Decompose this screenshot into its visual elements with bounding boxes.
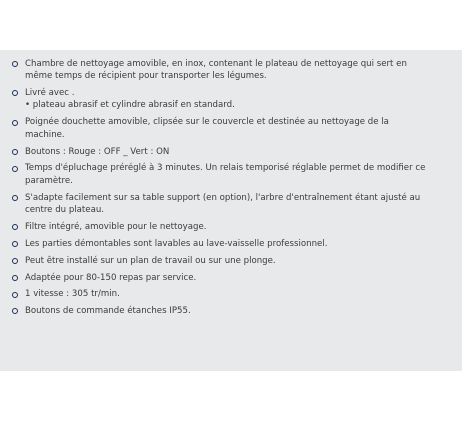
feature-text-line: Les parties démontables sont lavables au lave-vaisselle professionnel. [25, 238, 328, 249]
feature-text-line: centre du plateau. [25, 204, 105, 215]
bullet-icon [12, 224, 18, 230]
feature-text-line: Boutons de commande étanches IP55. [25, 306, 191, 317]
feature-item [12, 305, 450, 317]
bullet-icon [12, 241, 18, 247]
bullet-icon [12, 166, 18, 172]
feature-text [25, 87, 450, 112]
feature-text-line: Livré avec . [25, 88, 75, 99]
bullet-icon [12, 275, 18, 281]
feature-text [25, 58, 450, 83]
feature-text-line: Boutons : Rouge : OFF _ Vert : ON [25, 146, 170, 157]
feature-text-line: S'adapte facilement sur sa table support (en option), l'arbre d'entraînement étant ajusté au [25, 192, 421, 203]
feature-text-line: 1 vitesse : 305 tr/min. [25, 289, 120, 300]
feature-text [25, 255, 450, 267]
feature-item [12, 58, 450, 83]
features-list [0, 50, 462, 318]
feature-text [25, 146, 450, 158]
feature-item [12, 116, 450, 141]
feature-text [25, 162, 450, 187]
feature-text-line: Filtre intégré, amovible pour le nettoyage. [25, 221, 207, 232]
feature-text-line: • plateau abrasif et cylindre abrasif en standard. [25, 100, 235, 111]
feature-item [12, 87, 450, 112]
feature-item [12, 221, 450, 233]
feature-item [12, 162, 450, 187]
feature-text-line: Chambre de nettoyage amovible, en inox, contenant le plateau de nettoyage qui sert en [25, 59, 407, 69]
features-panel [0, 50, 462, 371]
feature-item [12, 238, 450, 250]
feature-text-line: Adaptée pour 80-150 repas par service. [25, 272, 197, 283]
feature-item [12, 146, 450, 158]
feature-text [25, 238, 450, 250]
bullet-icon [12, 120, 18, 126]
feature-text [25, 192, 450, 217]
feature-text [25, 305, 450, 317]
feature-text-line: même temps de récipient pour transporter les légumes. [25, 71, 267, 82]
feature-text [25, 272, 450, 284]
feature-item [12, 272, 450, 284]
feature-text [25, 221, 450, 233]
feature-text-line: Temps d'épluchage préréglé à 3 minutes. Un relais temporisé réglable permet de modifier ce [25, 163, 426, 174]
bullet-icon [12, 258, 18, 264]
feature-item [12, 288, 450, 300]
bullet-icon [12, 308, 18, 314]
bullet-icon [12, 149, 18, 155]
feature-text [25, 116, 450, 141]
feature-item [12, 192, 450, 217]
feature-text-line: Poignée douchette amovible, clipsée sur le couvercle et destinée au nettoyage de la [25, 117, 389, 128]
feature-text [25, 288, 450, 300]
bullet-icon [12, 292, 18, 298]
feature-text-line: machine. [25, 129, 65, 140]
bullet-icon [12, 90, 18, 96]
bullet-icon [12, 195, 18, 201]
bullet-icon [12, 61, 18, 67]
feature-text-line: paramètre. [25, 175, 73, 186]
feature-item [12, 255, 450, 267]
feature-text-line: Peut être installé sur un plan de travail ou sur une plonge. [25, 255, 276, 266]
